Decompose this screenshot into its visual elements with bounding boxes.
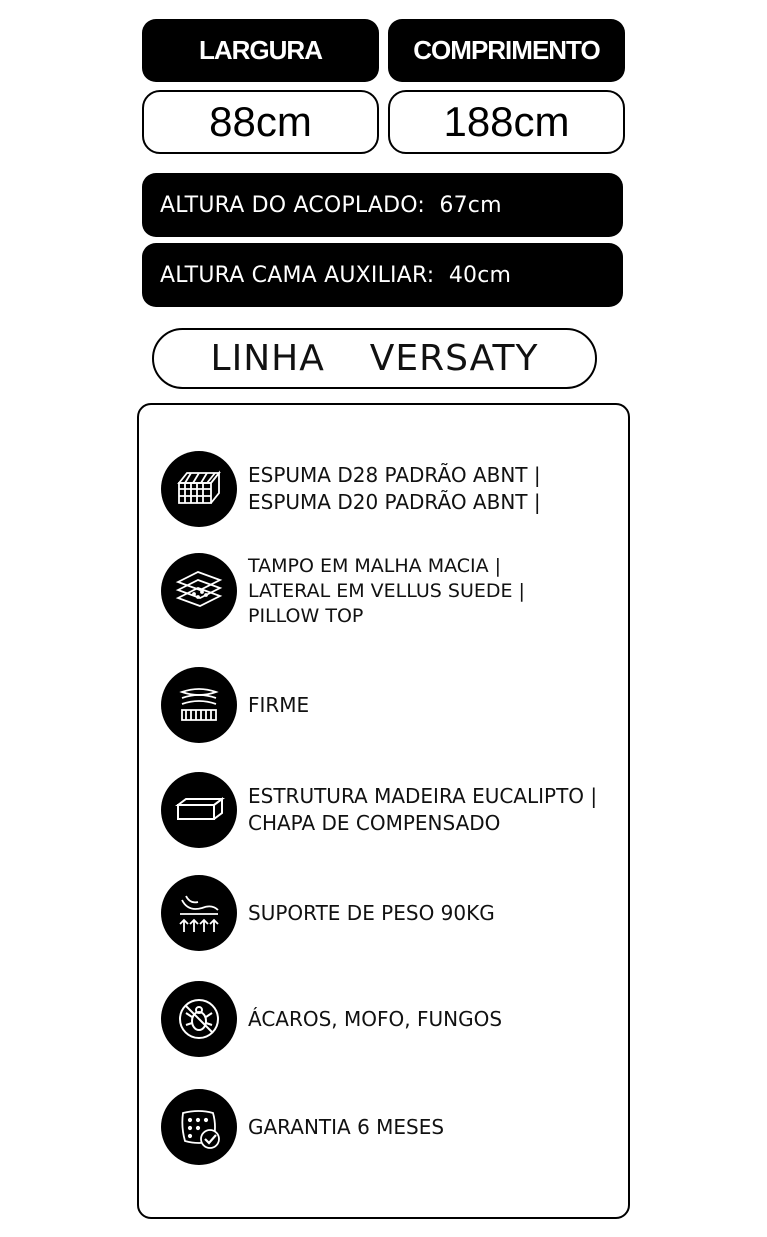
foam-layers-icon bbox=[161, 451, 237, 527]
feature-item-fabric bbox=[161, 553, 525, 629]
feature-line: GARANTIA 6 MESES bbox=[248, 1114, 445, 1139]
feature-item-foam bbox=[161, 451, 541, 527]
feature-line: ÁCAROS, MOFO, FUNGOS bbox=[248, 1006, 503, 1031]
auxiliary-height-label: ALTURA CAMA AUXILIAR: bbox=[160, 262, 435, 288]
feature-text-warranty bbox=[248, 1114, 444, 1141]
line-title-text: LINHA VERSATY bbox=[210, 338, 539, 379]
line-title bbox=[152, 328, 597, 389]
feature-line: CHAPA DE COMPENSADO bbox=[248, 811, 501, 835]
auxiliary-height-value: 40cm bbox=[448, 262, 512, 288]
feature-line: TAMPO EM MALHA MACIA | bbox=[248, 554, 502, 577]
feature-text-structure bbox=[248, 783, 597, 837]
feature-item-antimite bbox=[161, 981, 502, 1057]
coupled-height-label: ALTURA DO ACOPLADO: bbox=[160, 192, 426, 218]
auxiliary-height-bar bbox=[142, 243, 623, 307]
feature-item-structure bbox=[161, 772, 597, 848]
width-value: 88cm bbox=[142, 90, 379, 154]
coupled-height-value: 67cm bbox=[439, 192, 502, 218]
fabric-layers-icon bbox=[161, 553, 237, 629]
feature-line: ESTRUTURA MADEIRA EUCALIPTO | bbox=[248, 784, 598, 808]
anti-mite-icon bbox=[161, 981, 237, 1057]
feature-line: SUPORTE DE PESO 90KG bbox=[248, 900, 495, 925]
feature-text-fabric bbox=[248, 554, 525, 629]
feature-text-antimite bbox=[248, 1006, 502, 1033]
feature-text-weight bbox=[248, 900, 495, 927]
length-value: 188cm bbox=[388, 90, 625, 154]
feature-item-warranty bbox=[161, 1089, 444, 1165]
feature-text-firmness bbox=[248, 692, 309, 719]
feature-line: ESPUMA D20 PADRÃO ABNT | bbox=[248, 490, 541, 514]
feature-item-firmness bbox=[161, 667, 309, 743]
feature-item-weight bbox=[161, 875, 495, 951]
feature-line: ESPUMA D28 PADRÃO ABNT | bbox=[248, 463, 541, 487]
weight-support-icon bbox=[161, 875, 237, 951]
wood-structure-icon bbox=[161, 772, 237, 848]
feature-text-foam bbox=[248, 462, 541, 516]
features-panel bbox=[137, 403, 630, 1219]
firm-mattress-icon bbox=[161, 667, 237, 743]
width-label: LARGURA bbox=[142, 19, 379, 82]
length-label: COMPRIMENTO bbox=[388, 19, 625, 82]
coupled-height-bar bbox=[142, 173, 623, 237]
feature-line: FIRME bbox=[248, 692, 310, 717]
warranty-check-icon bbox=[161, 1089, 237, 1165]
feature-line: PILLOW TOP bbox=[248, 604, 364, 627]
feature-line: LATERAL EM VELLUS SUEDE | bbox=[248, 579, 525, 602]
